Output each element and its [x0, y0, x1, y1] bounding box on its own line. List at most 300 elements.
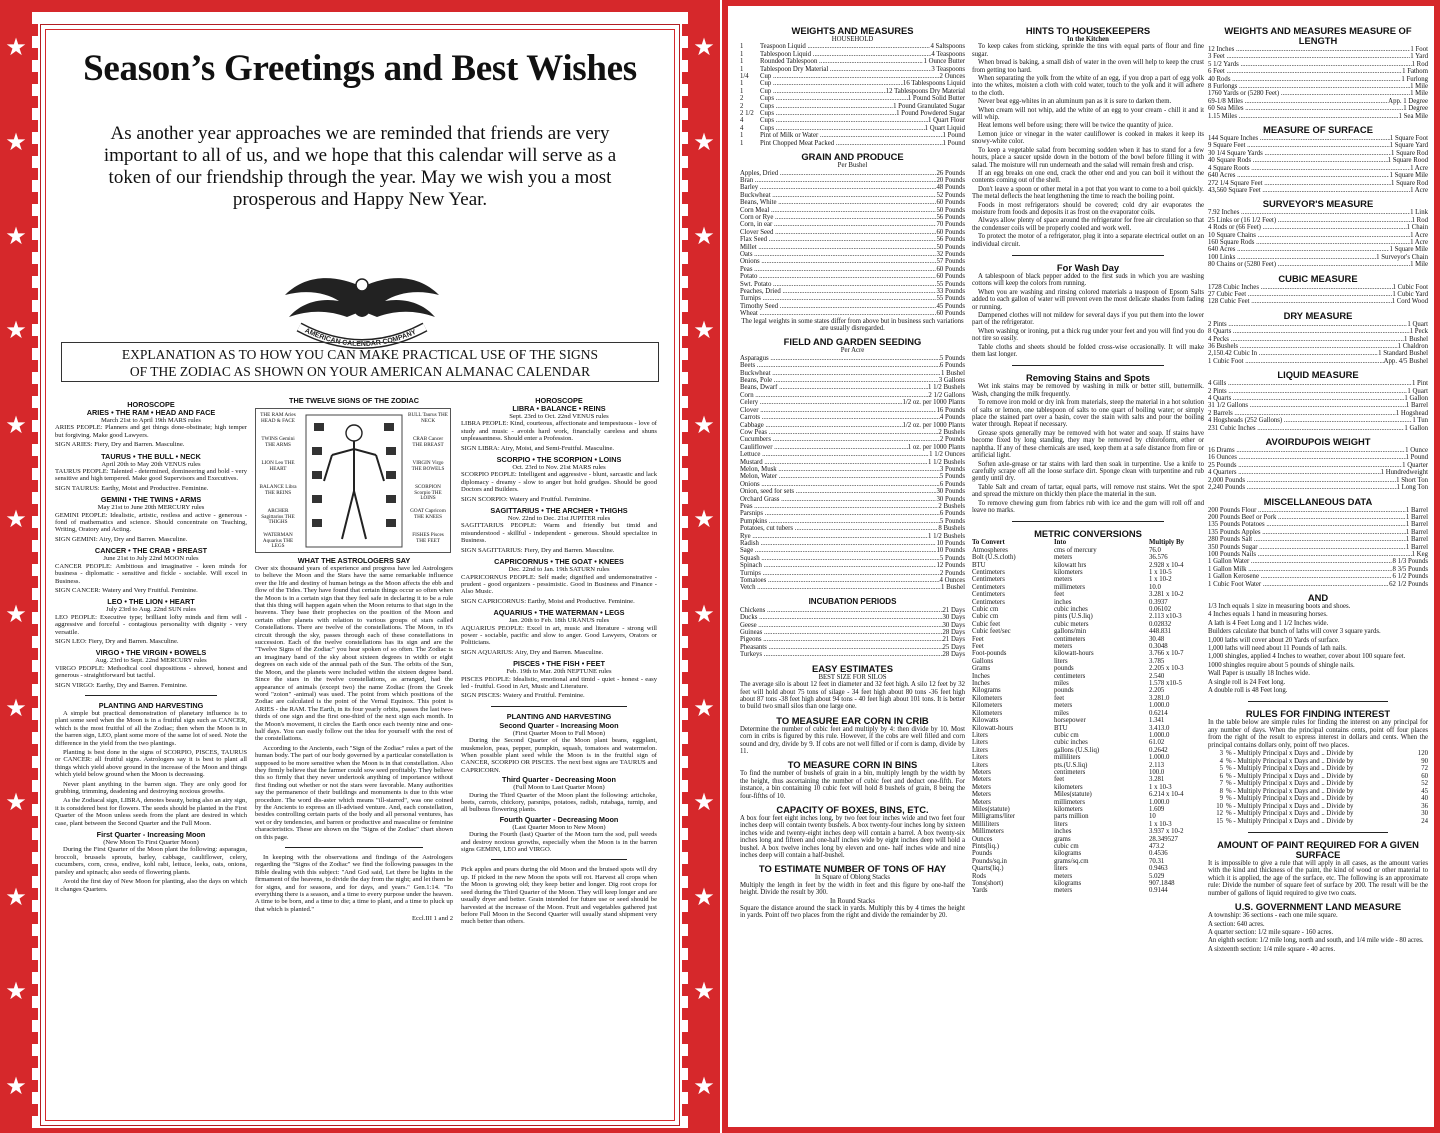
- row-value: 4 Ounces: [939, 577, 965, 585]
- factor: 3.281: [1149, 776, 1165, 784]
- from-unit: Cubic feet: [972, 620, 1001, 628]
- row-quantity: 4: [740, 117, 744, 125]
- row-label: Cups .....: [760, 103, 893, 110]
- row-label: Swt. Potato .....: [740, 281, 936, 288]
- from-unit: Tons(short): [972, 880, 1004, 888]
- row-value: 1 1/2 Bushels: [927, 458, 965, 466]
- from-unit: Kilowatts: [972, 717, 999, 725]
- bible-paragraph: In keeping with the observations and findings of the Astrologers regarding the "Signs of the Zodiac" we find the following passages in the Bible dealing with this subject: "And God said, Let there be lights in the firmament of the heavens, to divide the day from the night; and let them be for signs, and for seasons, and for days, and years." Gen.1:14. "To everything there is a season, and a time to every purpose under the heaven. A time to be born, and a time to die; a time to plant, and a time to pluck up that which is planted.": [255, 854, 453, 913]
- paragraph: A lath is 4 Feet Long and 1 1/2 Inches wide.: [1208, 619, 1329, 627]
- row-value: 28 Days: [942, 651, 965, 659]
- factor: 76.0: [1149, 546, 1161, 554]
- to-unit: gallons (U.S.liq): [1054, 746, 1100, 754]
- row-label: 135 Pounds Apples .....: [1208, 529, 1406, 536]
- row-label: 2,240 Pounds .....: [1208, 484, 1397, 491]
- table-row: [740, 525, 965, 532]
- factor: 28.349527: [1149, 835, 1178, 843]
- from-unit: Cubic cm: [972, 606, 999, 613]
- table-row: [1208, 68, 1428, 75]
- paragraph: An eighth section: 1/2 mile long, north and south, and 1/4 mile wide - 80 acres.: [1208, 937, 1424, 945]
- factor: 3.937 x 10-2: [1149, 828, 1184, 836]
- to-unit: miles: [1054, 680, 1069, 688]
- factor: 100.0: [1149, 768, 1165, 776]
- table-row: [1208, 150, 1428, 157]
- row-value: 1 1/2 Ounces: [929, 451, 965, 459]
- astrologers-paragraph: Over six thousand years of experience and progress have led Astrologers to believe the Moon and the Stars have the same remarkable influence over the life and destiny of human beings as the Moon affects the ebb and flow of the Tides. They have found that certain things occur so often when the Moon is in a certain sign that they feel safe in declaring it to be a rule that this thing will happen again when the Moon returns to that sign in the heavens. They base their prophecies on the position of the Moon and certain other planets with relation to various groups of stars called Constellations. There are twelve of the constellations. The Moon, in it's circuit through the sky, passes through each of these constellations in succession. Each of the twelve constellations has its sign and are the "Twelve Signs of the Zodiac" you hear spoken of so often. The Zodiac is an imaginary band of the sky about sixteen degrees in width or eight degrees on each side of the annual path of the Sun. The orbits of the Sun, the Moon, and the planets were included within the sixteen degree band. Since the stars in the twelve constellations, as arranged, had the appearance of animals (except two) the name Zodiac (from the Greek word "zoion" -animal) was used. The point from which positions of the Zodiac are calculated is the point of the Vernal Equinox. This point is ARIES - the RAM. The Earth, in its four yearly orbits, passes the last two-thirds of one sign and the first one-third of the next sign each month. In the Moon's movement, it circles the Earth once each twenty nine and one-half days. You can easily follow out the idea for yourself with the rest of the constellations.: [255, 565, 453, 743]
- row-label: Potatoes, cut tubers .....: [740, 525, 938, 532]
- table-row: [740, 251, 965, 258]
- table-row: [740, 644, 965, 651]
- table-row: [740, 51, 965, 58]
- row-value: 1 Hundredweight: [1380, 469, 1428, 477]
- horoscope-column-left: [55, 397, 247, 895]
- divisor: 40: [1421, 795, 1428, 803]
- sign-entry: SCORPIO • THE SCORPION • LOINS Oct. 23rd to Nov. 21st MARS rules SCORPIO PEOPLE: Intelligent and aggressive - blunt, sarcastic and lack diplomacy - dreamy - slow to anger but hold grudges. Should be good Doctors and Builders. SIGN SCORPIO: Watery and Fruitful. Feminine.: [461, 455, 657, 503]
- from-unit: Centimeters: [972, 576, 1005, 584]
- divisor: 90: [1421, 757, 1428, 765]
- from-unit: Centimeters: [972, 591, 1005, 599]
- from-unit: Grams: [972, 665, 991, 673]
- from-unit: Liters: [972, 754, 988, 762]
- to-unit: meters: [1054, 643, 1073, 651]
- metric-row: [972, 799, 1204, 806]
- metric-row: [972, 865, 1204, 872]
- to-unit: feet: [1054, 694, 1065, 702]
- row-value: 5 Pounds: [939, 473, 965, 481]
- table-row: [740, 207, 965, 214]
- table-row: [1208, 232, 1428, 239]
- row-label: 200 Pounds Beef or Pork .....: [1208, 514, 1406, 521]
- table-row: [1208, 261, 1428, 268]
- row-label: Squash .....: [740, 555, 940, 562]
- from-unit: Yards: [972, 887, 988, 895]
- liquid-table: [1208, 380, 1428, 432]
- row-value: 20 Pounds: [936, 176, 965, 184]
- row-label: Radish .....: [740, 540, 936, 547]
- table-row: [1208, 477, 1428, 484]
- star-icon: ★: [5, 788, 27, 817]
- wash-heading: For Wash Day: [1056, 261, 1120, 273]
- table-row: [740, 607, 965, 614]
- page-title: Season’s Greetings and Best Wishes: [83, 48, 637, 89]
- factor: 1.000.0: [1149, 754, 1170, 762]
- planting-paragraph: A simple but practical demonstration of planetary influence is to plant some seed when the Moon is in a fruitful sign such as CANCER, which is the most fruitful of all the Zodiac; then when the Moon is in the barren sign, LEO, plant some more of the same lot of seed. Note the difference in the yield from the two plantings.: [55, 709, 247, 747]
- row-label: 4 Quarters .....: [1208, 469, 1381, 476]
- row-label: Ducks .....: [740, 614, 943, 621]
- boxes-text: A box four feet eight inches long, by two feet four inches wide and two feet four inches deep will contain twenty bushels. A box twenty-four inches long by sixteen inches wide and twenty-eight inches deep will contain a barrel. A box twenty-six inches long and fifteen and one-half inches wide by eight inches deep will hold a bushel. A box twelve inches long by eleven and one- half inches wide and nine inches deep will contain a half-bushel.: [740, 814, 965, 859]
- table-row: [1208, 514, 1428, 521]
- paragraph: Table Salt and cream of tartar, equal parts, will remove rust stains. Wet the spot and spread the mixture on thickly then place the material in the sun.: [972, 483, 1204, 499]
- interest-row: [1208, 780, 1428, 788]
- paragraph: When you are washing and rinsing colored materials a teaspoon of Epsom Salts added to each gallon of water will prevent even the most delicate shades from fading or running.: [972, 288, 1204, 311]
- star-icon: ★: [5, 316, 27, 345]
- table-row: [740, 244, 965, 251]
- table-row: [1208, 328, 1428, 335]
- row-label: 144 Square Inches .....: [1208, 135, 1390, 142]
- star-icon: ★: [5, 505, 27, 534]
- row-value: 1 Pound Solid Butter: [907, 95, 965, 103]
- row-label: 160 Square Rods .....: [1208, 239, 1410, 246]
- factor: 2.540: [1149, 672, 1165, 680]
- table-row: [740, 281, 965, 288]
- interest-row: [1208, 773, 1428, 781]
- row-value: 50 Pounds: [936, 243, 965, 251]
- row-value: 1 Pound: [942, 132, 965, 140]
- from-unit: Miles(statute): [972, 805, 1010, 813]
- metric-row: [972, 858, 1204, 865]
- to-unit: Miles(statute): [1054, 791, 1092, 799]
- metric-row: [972, 606, 1204, 613]
- row-value: 70 Pounds: [936, 221, 965, 229]
- paragraph: A quarter section: 1/2 mile square - 160 acres.: [1208, 928, 1334, 936]
- table-row: [740, 88, 965, 95]
- table-row: [740, 547, 965, 554]
- table-row: [740, 584, 965, 591]
- row-value: 2 Pounds: [939, 569, 965, 577]
- paragraph: To remove iron mold or dry ink from materials, steep the material in a hot solution of salts or lemon, one tablespoon of salts to one quart of boiling water; or simply place the stained part over a basin, cover the stain with salts and pour the boiling water through. Repeat if necessary.: [972, 399, 1204, 429]
- factor: 1.000.0: [1149, 731, 1170, 739]
- factor: 36.576: [1149, 554, 1168, 562]
- row-label: 1728 Cubic Inches .....: [1208, 284, 1393, 291]
- interest-row: [1208, 803, 1428, 811]
- third-quarter-text: During the Third Quarter of the Moon plant the following: artichoke, beets, carrots, chickory, parsnips, potatoes, radish, rutabaga, turnip, and all bulbous flowering plants.: [461, 791, 657, 814]
- from-unit: Meters: [972, 768, 991, 776]
- table-row: [740, 258, 965, 265]
- reference-column-2: HINTS TO HOUSEKEEPERS In the Kitchen To keep cakes from sticking, sprinkle the tins with equal parts of flour and fine sugar. When bread is baking, a small dish of water in the oven will help to keep the crust from getting too hard. When separating the yolk from the white of an egg, if you drop a part of egg yolk into the whites, moisten a cloth with cold water, touch to the yolk and it will adhere to the cloth. Never beat egg-whites in an aluminum pan as it is sure to darken them. When cream will not whip, add the white of an egg to your cream - chill it and it will whip. Heat lemons well before using; there will be twice the quantity of juice. Lemon juice or vinegar in the water cauliflower is cooked in makes it keep its snowy-white color. To keep a vegetable salad from becoming sodden when it has to stand for a few hours, place a saucer upside down in the bottom of the bowl before filling it with salad. The moisture will run underneath and the salad will remain fresh and crisp. If an egg breaks on one end, crack the other end and you can boil it without the contents coming out of the shell. Don't leave a spoon or other metal in a pot that you want to come to a boil quickly. The metal deflects the heat lengthening the time to reach the boiling point. Foods in most refrigerators should be covered; cold dry air evaporates the moisture from foods and deposits it as frost on the evaporator coils. Always allow plenty of space around the refrigerator for free air circulation so that the condenser coils will be properly cooled and work well. To protect the motor of a refrigerator, plug it into a separate electrical outlet on an individual circuit. For Wash Day A tablespoon of black pepper added to the first suds in which you are washing cottons will keep the colors from running. When you are washing and rinsing colored materials a teaspoon of Epsom Salts added to each gallon of water will prevent even the most delicate shades from fading or running. Dampened clothes will not mildew for several days if you put them into the lower part of the refrigerator. When washing or ironing, put a thick rug under your feet and you will find you do not tire so easily. Table cloths and sheets should be folded cross-wise occasionally. It will make them last longer. Removing Stains and Spots Wet ink stains may be removed by washing in milk or better still, buttermilk. Wash, changing the milk frequently. To remove iron mold or dry ink from materials, steep the material in a hot solution of salts or lemon, one tablespoon of salts to one quart of boiling water; or simply place the stained part over a basin, cover the stain with salts and pour the boiling water through. Repeat if necessary. Grease spots generally may be removed with hot water and soap. If stains have become fixed by long standing, they may be removed by chloroform, ether or naphtha. If any of these chemicals are used, keep them at a safe distance from fire or artificial light. Soften axle-grease or tar stains with lard then soak in turpentine. Use a knife to carefully scrape off all the loose surface dirt. Sponge clean with turpentine and rub gently until dry. Table Salt and cream of tartar, equal parts, will remove rust stains. Wet the spot and spread the mixture on thickly then place the material in the sun. To remove chewing gum from fabrics rub with ice and the gum will roll off and leave no marks. METRIC CONVERSIONS To Convert Into Multiply By Atmospheres cms of mercury 76.0 Bolt (U.S.cloth) meters 36.576 BTU kilowatt hrs 2.928 x 10-4 Centimeters kilometers 1 x 10-5 Centimeters meters 1 x 10-2 Centimeters millimeters 10.0 Centimeters feet 3.281 x 10-2 Centimeters inches 0.3937 Cubic cm cubic inches 0.06102 Cubic cm pints (U.S.liq) 2.113 x10-3 Cubic feet cubic meters 0.02832 Cubic feet/sec gallons/min 448.831 Feet centimeters 30.48 Feet meters 0.3048 Foot-pounds kilowatt-hours 3.766 x 10-7 Gallons liters 3.785 Grams pounds 2.205 x 10-3 Inches centimeters 2.540 Inches miles 1.578 x10-5 Kilograms pounds 2.205 Kilometers feet 3.281.0 Kilometers meters 1.000.0 Kilometers miles 0.6214 Kilowatts horsepower 1.341 Kilowatt-hours BTU 3.413.0 Liters cubic cm 1.000.0 Liters cubic inches 61.02 Liters gallons (U.S.liq) 0.2642 Liters milliliters 1.000.0 Liters pts.(U.S.liq) 2.113 Meters centimeters 100.0 Meters feet 3.281 Meters kilometers 1 x 10-3 Meters Miles(statute) 6.214 x 10-4 Meters millimeters 1.000.0 Miles(statute) kilometers 1.609 Milligrams/liter parts million 10 Milliliters liters 1 x 10-3 Millimeters inches 3.937 x 10-2 Ounces grams 28.349527 Pints(liq.) cubic cm 473.2 Pounds kilograms 0.4536 Pounds/sq.in grams/sq.cm 70.31 Quarts(liq.) liters 0.9463 Rods meters 5.029 Tons(short) kilograms 907.1848 Yards meters 0.9144: [972, 25, 1204, 895]
- table-row: [740, 110, 965, 117]
- star-icon: ★: [5, 127, 27, 156]
- row-label: Barley .....: [740, 184, 936, 191]
- row-value: 1 Pound: [1405, 454, 1428, 462]
- first-quarter-text: During the First Quarter of the Moon plant the following: asparagus, broccoli, brussels sprouts, barley, cabbage, cauliflower, celery, cucumbers, corn, cress, endive, kohl rabi, lettuce, leeks, oats, onions, parsley and spinach; also seeds of flowering plants.: [55, 846, 247, 876]
- row-quantity: 1/4: [740, 73, 749, 81]
- row-value: 2 Ounces: [939, 73, 965, 81]
- row-value: 1 Barrel: [1405, 543, 1428, 551]
- from-unit: Bolt (U.S.cloth): [972, 554, 1016, 562]
- from-unit: Millimeters: [972, 828, 1004, 836]
- table-row: [1208, 217, 1428, 224]
- table-row: [1208, 454, 1428, 461]
- sign-entry: VIRGO • THE VIRGIN • BOWELS Aug. 23rd to Sept. 22nd MERCURY rules VIRGO PEOPLE: Methodical cool dispositions - shrewd, honest and generous - straightforward but tactful. SIGN VIRGO: Earthy, Dry and Barren. Feminine.: [55, 648, 247, 689]
- table-row: [740, 80, 965, 87]
- row-label: Melon, Water .....: [740, 473, 940, 480]
- row-label: 1 Gallon Milk .....: [1208, 566, 1392, 573]
- explanation-box: [61, 342, 659, 382]
- interest-row: [1208, 765, 1428, 773]
- from-unit: Liters: [972, 739, 988, 747]
- table-row: [1208, 46, 1428, 53]
- table-row: [740, 66, 965, 73]
- table-row: [1208, 380, 1428, 387]
- from-unit: Centimeters: [972, 583, 1005, 591]
- to-unit: cubic meters: [1054, 620, 1089, 628]
- factor: 1 x 10-2: [1149, 576, 1172, 584]
- to-unit: liters: [1054, 865, 1068, 873]
- star-icon: ★: [693, 1071, 715, 1100]
- table-row: [740, 540, 965, 547]
- divisor: 120: [1417, 750, 1428, 758]
- row-label: Tablespoon Dry Material .....: [760, 66, 931, 73]
- star-icon: ★: [5, 599, 27, 628]
- to-unit: inches: [1054, 828, 1072, 836]
- interest-row: [1208, 810, 1428, 818]
- row-label: Spinach .....: [740, 562, 936, 569]
- interest-row: [1208, 750, 1428, 758]
- row-label: 272 1/4 Square Feet .....: [1208, 180, 1391, 187]
- interest-row: [1208, 818, 1428, 826]
- table-row: [740, 362, 965, 369]
- row-value: 1 Yard: [1410, 53, 1428, 61]
- paragraph: Dampened clothes will not mildew for several days if you put them into the lower part of the refrigerator.: [972, 312, 1204, 327]
- sign-list-left: [55, 409, 247, 689]
- row-value: 1 Quart Liquid: [924, 124, 965, 132]
- paragraph: Table cloths and sheets should be folded cross-wise occasionally. It will make them last longer.: [972, 343, 1204, 359]
- zodiac-chart-heading: THE TWELVE SIGNS OF THE ZODIAC: [289, 396, 419, 405]
- row-label: Vetch .....: [740, 584, 941, 591]
- table-row: [740, 370, 965, 377]
- row-label: Onion, seed for sets .....: [740, 488, 936, 495]
- table-row: [740, 473, 965, 480]
- row-label: 80 Chains or (5280 Feet) .....: [1208, 261, 1410, 268]
- metric-row: [972, 843, 1204, 850]
- table-row: [740, 177, 965, 184]
- paragraph: 1,000 laths will cover about 20 Yards of surface.: [1208, 636, 1340, 644]
- row-value: 1 Sea Mile: [1398, 112, 1428, 120]
- factor: 3.413.0: [1149, 724, 1170, 732]
- row-label: 31 1/2 Gallons .....: [1208, 402, 1406, 409]
- table-row: [1208, 581, 1428, 588]
- from-unit: Pounds/sq.in: [972, 857, 1007, 865]
- paragraph: Lemon juice or vinegar in the water cauliflower is cooked in makes it keep its snowy-white color.: [972, 130, 1204, 146]
- table-row: [740, 429, 965, 436]
- row-label: 1 Gallon Kerosene .....: [1208, 573, 1392, 580]
- rate: 5: [1219, 765, 1223, 773]
- star-icon: ★: [5, 410, 27, 439]
- table-row: [740, 117, 965, 124]
- row-value: 1/2 oz. per 1000 Plants: [902, 421, 965, 429]
- zodiac-label: WATERMAN Aquarius THE LEGS: [262, 532, 294, 550]
- row-value: 1 Quart: [1407, 320, 1428, 328]
- zodiac-label: LION Leo THE HEART: [261, 460, 295, 472]
- table-row: [1208, 402, 1428, 409]
- row-label: Rye .....: [740, 533, 928, 540]
- row-label: Onions .....: [740, 258, 936, 265]
- table-row: [740, 399, 965, 406]
- to-unit: meters: [1054, 554, 1073, 562]
- divisor: 72: [1421, 765, 1428, 773]
- zodiac-label: BULL Taurus THE NECK: [408, 412, 448, 424]
- row-label: Pheasants .....: [740, 644, 943, 651]
- row-value: 1 Quarter: [1402, 461, 1428, 469]
- paragraph: Heat lemons well before using; there will be twice the quantity of juice.: [978, 122, 1173, 130]
- to-unit: kilometers: [1054, 783, 1083, 791]
- rule: % - Multiply Principal x Days and .. Divide by: [1226, 795, 1354, 803]
- star-icon: ★: [5, 882, 27, 911]
- row-label: Turnips .....: [740, 295, 936, 302]
- row-value: 1 Bushel: [941, 369, 965, 377]
- rule: % - Multiply Principal x Days and .. Divide by: [1226, 780, 1354, 788]
- row-value: 33 Pounds: [936, 288, 965, 295]
- interest-row: [1208, 795, 1428, 803]
- table-row: [740, 273, 965, 280]
- paragraph: Grease spots generally may be removed with hot water and soap. If stains have become fixed by long standing, they may be removed by chloroform, ether or naphtha. If any of these chemicals are used, keep them at a safe distance from fire or artificial light.: [972, 429, 1204, 460]
- row-value: 1 1/2 Bushels: [927, 384, 965, 392]
- factor: 1.609: [1149, 805, 1165, 813]
- paragraph: A tablespoon of black pepper added to the first suds in which you are washing cottons will keep the colors from running.: [972, 272, 1204, 288]
- table-row: [1208, 469, 1428, 476]
- table-row: [740, 555, 965, 562]
- row-value: 1 Square Rod: [1390, 179, 1428, 187]
- row-label: 6 Feet .....: [1208, 68, 1402, 75]
- metric-row: [972, 613, 1204, 620]
- star-icon: ★: [693, 599, 715, 628]
- row-value: 30 Days: [942, 621, 965, 629]
- row-label: Cauliflower .....: [740, 444, 908, 451]
- table-row: [740, 132, 965, 139]
- row-label: 1 Gallon Water .....: [1208, 558, 1392, 565]
- sign-entry: PISCES • THE FISH • FEET Feb. 19th to Mar. 20th NEPTUNE rules PISCES PEOPLE: Idealistic, emotional and timid - quiet - honest - easy led - fruitful. Good in Art, Music and Literature. SIGN PISCES: Watery and Fruitful. Feminine.: [461, 659, 657, 700]
- row-label: Cups .....: [760, 110, 896, 117]
- row-value: 5 Pounds: [939, 354, 965, 362]
- from-unit: Meters: [972, 791, 991, 799]
- factor: 5.029: [1149, 872, 1165, 880]
- metric-row: [972, 584, 1204, 591]
- row-label: 128 Cubic Feet .....: [1208, 298, 1392, 305]
- table-row: [740, 622, 965, 629]
- row-value: 1 Cord Wood: [1391, 298, 1428, 306]
- from-unit: Cubic feet/sec: [972, 628, 1011, 636]
- paragraph: When cream will not whip, add the white of an egg to your cream - chill it and it will whip.: [972, 106, 1204, 122]
- row-label: Cups .....: [760, 117, 928, 124]
- zodiac-label: BALANCE Libra THE REINS: [259, 484, 297, 496]
- rate: 15: [1216, 817, 1223, 825]
- paragraph: Always allow plenty of space around the refrigerator for free air circulation so that the condenser coils will be properly cooled and work well.: [972, 217, 1204, 232]
- hay-text: Square the distance around the stack in yards. Multiply this by 4 times the height in yards. Point off two places from the right and divide the remainder by 20.: [740, 905, 965, 920]
- row-value: 8 1/3 Pounds: [1392, 558, 1428, 566]
- row-value: 1 Barrel: [1405, 402, 1428, 410]
- zodiac-label: FISHES Pisces THE FEET: [412, 532, 444, 544]
- metric-row: [972, 680, 1204, 687]
- divisor: 36: [1421, 802, 1428, 810]
- table-row: [1208, 135, 1428, 142]
- zodiac-chart: [255, 408, 451, 553]
- surveyor-table: [1208, 209, 1428, 268]
- table-row: [1208, 76, 1428, 83]
- row-label: Oats .....: [740, 251, 936, 258]
- paragraph: To remove chewing gum from fabrics rub with ice and the gum will roll off and leave no marks.: [972, 499, 1204, 514]
- to-unit: liters: [1054, 657, 1068, 665]
- zodiac-label: VIRGIN Virgo THE BOWELS: [411, 460, 445, 472]
- row-value: 1 Barrel: [1405, 528, 1428, 536]
- metric-row: [972, 732, 1204, 739]
- factor: 0.9144: [1149, 887, 1168, 895]
- row-value: 1 Degree: [1403, 105, 1428, 113]
- sign-entry: AQUARIUS • THE WATERMAN • LEGS Jan. 20th to Feb. 18th URANUS rules AQUARIUS PEOPLE: Excel in art, music and literature - strong will power - sociable, pacific and slow to anger. Good Lawyers, Orators or Politicians. SIGN AQUARIUS: Airy, Dry and Barren. Masculine.: [461, 608, 657, 656]
- explanation-line-2: OF THE ZODIAC AS SHOWN ON YOUR AMERICAN ALMANAC CALENDAR: [129, 364, 591, 379]
- to-unit: kilograms: [1054, 880, 1082, 888]
- metric-row: [972, 821, 1204, 828]
- row-value: 1 Gallon: [1404, 395, 1428, 403]
- factor: 2.928 x 10-4: [1149, 561, 1184, 569]
- and-list: [1208, 603, 1428, 694]
- paragraph: When separating the yolk from the white of an egg, if you drop a part of egg yolk into the whites, moisten a cloth with cold water, touch to the yolk and it will adhere to the cloth.: [972, 75, 1204, 97]
- row-quantity: 1: [740, 139, 744, 147]
- row-value: 1 Square Mile: [1389, 172, 1428, 180]
- to-unit: meters: [1054, 702, 1073, 710]
- table-row: [1208, 573, 1428, 580]
- row-label: Beans, White .....: [740, 199, 936, 206]
- first-quarter-text: Avoid the first day of New Moon for planting, also the days on which it changes Quarters.: [55, 878, 247, 893]
- surveyor-heading: SURVEYOR'S MEASURE: [1262, 198, 1374, 210]
- metric-row: [972, 673, 1204, 680]
- factor: 0.4536: [1149, 850, 1168, 858]
- row-value: 1 Square Yard: [1389, 142, 1428, 150]
- row-label: 8 Quarts .....: [1208, 328, 1410, 335]
- paint-text: It is impossible to give a rule that will apply in all cases, as the amount varies with the kind and thickness of the paint, the kind of wood or other material to which it is applied, the age of the surface, etc. The following is an approximate rule: Divide the number of square feet of surface by 200. The result will be the number of gallons of liquid required to give two coats.: [1208, 860, 1428, 897]
- table-row: [1208, 180, 1428, 187]
- star-border-right: [688, 0, 720, 1133]
- paragraph: A township: 36 sections - each one mile square.: [1208, 912, 1338, 920]
- row-value: 1 Surveyor's Chain: [1376, 253, 1428, 261]
- row-label: Cabbage .....: [740, 422, 903, 429]
- incubation-table: [740, 607, 965, 659]
- liquid-heading: LIQUID MEASURE: [1277, 369, 1359, 381]
- table-row: [1208, 224, 1428, 231]
- to-unit: feet: [1054, 776, 1065, 784]
- table-row: [1208, 98, 1428, 105]
- table-row: [740, 451, 965, 458]
- row-value: 1 Barrel: [1405, 521, 1428, 529]
- from-unit: Ounces: [972, 835, 993, 843]
- row-label: 36 Bushels .....: [1208, 343, 1398, 350]
- table-row: [1208, 462, 1428, 469]
- to-unit: inches: [1054, 598, 1072, 606]
- metric-row: [972, 658, 1204, 665]
- zodiac-label: TWINS Gemini THE ARMS: [261, 436, 295, 448]
- row-value: 1/2 oz. per 1000 Plants: [902, 399, 965, 407]
- factor: 3.281.0: [1149, 694, 1170, 702]
- row-value: 1 Fathom: [1402, 68, 1428, 76]
- from-unit: Liters: [972, 761, 988, 769]
- table-row: [740, 73, 965, 80]
- row-label: 4 Rods or (66 Feet) .....: [1208, 224, 1407, 231]
- row-label: Geese .....: [740, 622, 943, 629]
- table-row: [1208, 246, 1428, 253]
- row-label: Rounded Tablespoon .....: [760, 58, 923, 65]
- star-icon: ★: [693, 222, 715, 251]
- row-value: 2 Bushels: [938, 428, 965, 436]
- star-icon: ★: [693, 788, 715, 817]
- table-row: [740, 192, 965, 199]
- from-unit: Liters: [972, 731, 988, 739]
- row-label: 40 Square Rods .....: [1208, 157, 1388, 164]
- row-label: Beans, Dwarf .....: [740, 384, 928, 391]
- table-row: [1208, 291, 1428, 298]
- land-list: [1208, 912, 1428, 953]
- metric-row: [972, 850, 1204, 857]
- metric-row: [972, 621, 1204, 628]
- to-unit: grams/sq.cm: [1054, 857, 1089, 865]
- row-value: 6 Pounds: [939, 510, 965, 518]
- row-value: 1 Mile: [1410, 261, 1428, 269]
- row-label: Chickens .....: [740, 607, 943, 614]
- factor: 1.000.0: [1149, 702, 1170, 710]
- to-unit: kilometers: [1054, 568, 1083, 576]
- table-row: [1208, 350, 1428, 357]
- zodiac-label: SCORPION Scorpio THE LOINS: [414, 484, 442, 502]
- metric-row: [972, 554, 1204, 561]
- table-row: [1208, 425, 1428, 432]
